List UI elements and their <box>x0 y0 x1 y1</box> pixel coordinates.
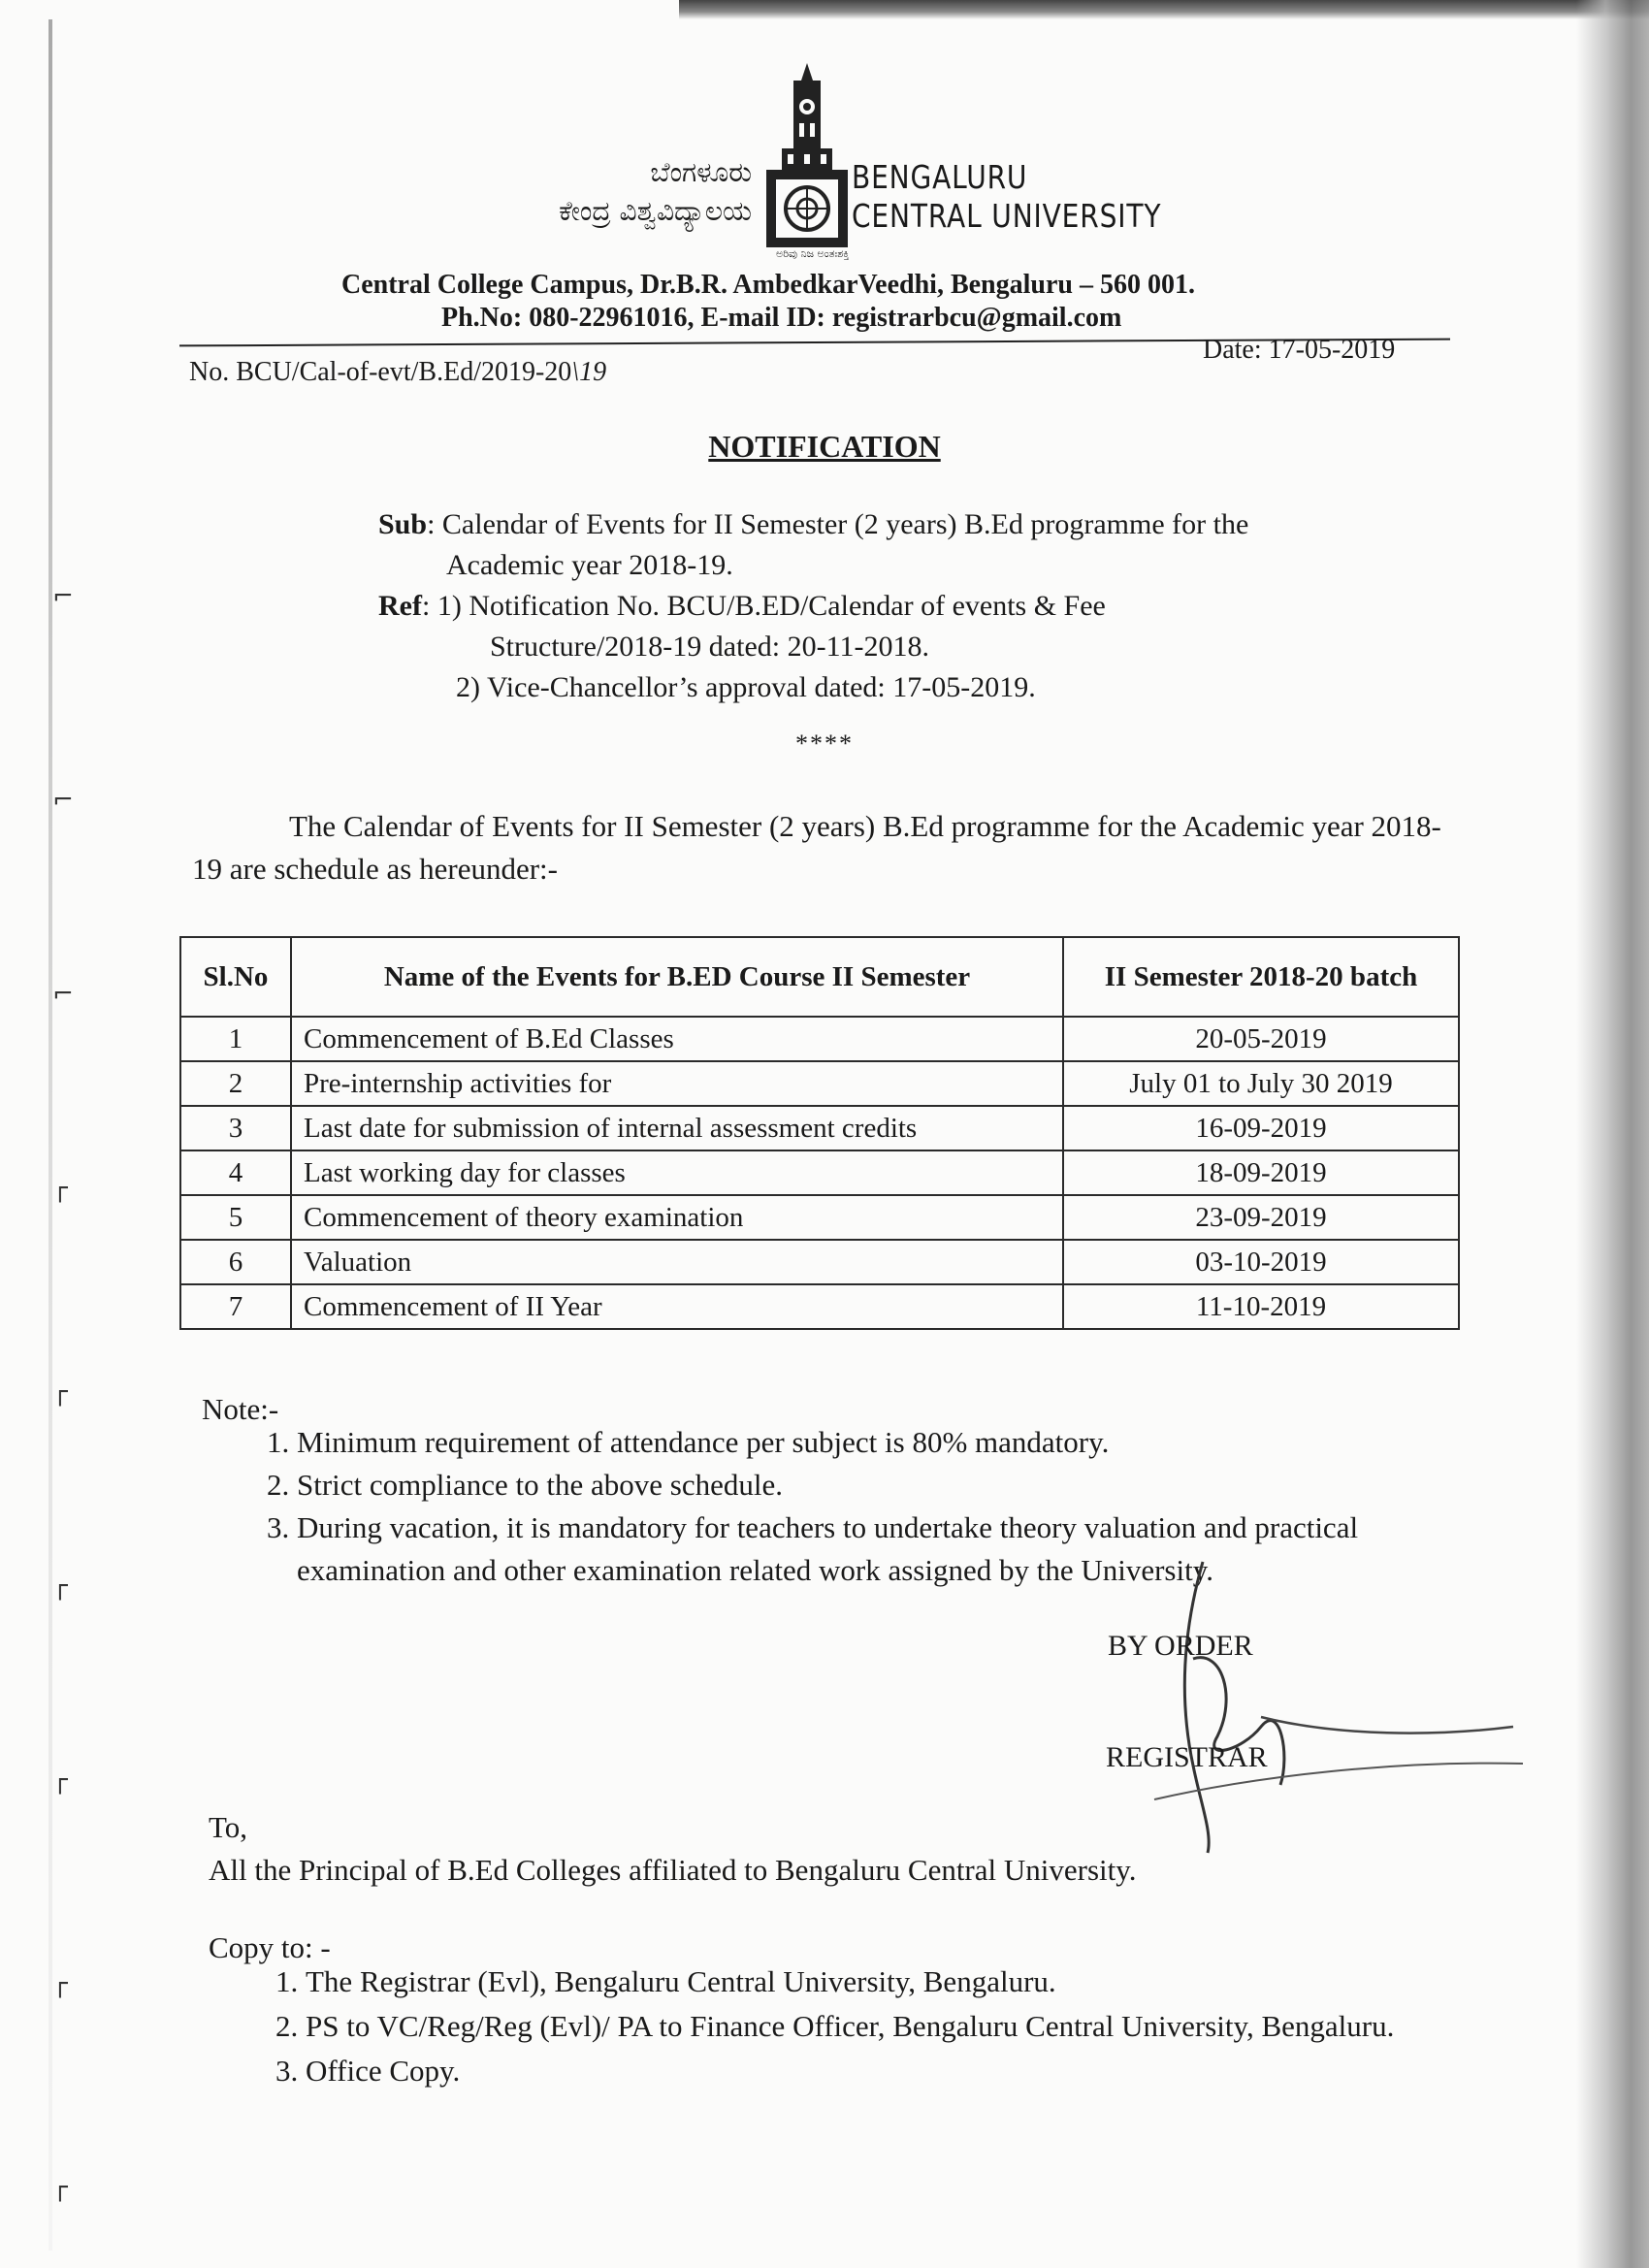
row-event: Valuation <box>291 1240 1063 1284</box>
notification-date: Date: 17-05-2019 <box>1203 335 1396 365</box>
subject-text-1: Calendar of Events for II Semester (2 years) B.Ed programme for the <box>441 508 1249 540</box>
copy-item: 2. PS to VC/Reg/Reg (Evl)/ PA to Finance Officer, Bengaluru Central University, Bengaluru. <box>306 2004 1470 2049</box>
letterhead <box>0 53 1649 286</box>
row-date: 11-10-2019 <box>1063 1284 1459 1329</box>
note-heading: Note:- <box>202 1392 279 1426</box>
table-row <box>180 1240 1459 1284</box>
subject-text-2: Academic year 2018-19. <box>446 549 733 581</box>
university-contact: Ph.No: 080-22961016, E-mail ID: registrarbcu@gmail.com <box>441 303 1122 333</box>
row-date: 23-09-2019 <box>1063 1195 1459 1240</box>
row-date: 16-09-2019 <box>1063 1106 1459 1150</box>
reference-item-1b: Structure/2018-19 dated: 20-11-2018. <box>490 631 929 663</box>
copy-item: 3. Office Copy. <box>306 2049 1470 2093</box>
university-name-english-line1: BENGALURU <box>852 158 1028 196</box>
row-date: 20-05-2019 <box>1063 1017 1459 1061</box>
by-order-label: BY ORDER <box>1108 1630 1253 1662</box>
university-name-english-line2: CENTRAL UNIVERSITY <box>852 197 1162 235</box>
university-name-kannada-line1: ಬೆಂಗಳೂರು <box>650 156 752 188</box>
punch-mark: ┌ <box>52 2173 68 2202</box>
row-date: July 01 to July 30 2019 <box>1063 1061 1459 1106</box>
reference-number-text: No. BCU/Cal-of-evt/B.Ed/2019-20 <box>189 357 572 387</box>
column-header-event: Name of the Events for B.ED Course II Semester <box>291 937 1063 1017</box>
subject-and-reference <box>378 504 1426 708</box>
university-emblem-logo <box>759 63 856 267</box>
subject-label: Sub <box>378 508 428 540</box>
table-header-row <box>180 937 1459 1017</box>
punch-mark: ┌ <box>52 1571 68 1601</box>
table-row <box>180 1195 1459 1240</box>
intro-paragraph: The Calendar of Events for II Semester (2 years) B.Ed programme for the Academic year 2018-19 are schedule as hereunder:- <box>192 809 1441 886</box>
to-text: All the Principal of B.Ed Colleges affiliated to Bengaluru Central University. <box>209 1853 1137 1887</box>
row-date: 18-09-2019 <box>1063 1150 1459 1195</box>
copy-to-list <box>257 1960 1470 2093</box>
table-row <box>180 1106 1459 1150</box>
note-item: 3. During vacation, it is mandatory for teachers to undertake theory valuation and practical examination and other examination related work assigned by the University. <box>297 1507 1509 1592</box>
punch-mark: ⌐ <box>52 582 74 611</box>
row-slno: 7 <box>180 1284 291 1329</box>
row-slno: 6 <box>180 1240 291 1284</box>
to-label: To, <box>209 1810 248 1844</box>
reference-item-2: 2) Vice-Chancellor’s approval dated: 17-05-2019. <box>456 671 1036 703</box>
punch-mark: ┌ <box>52 1969 68 1998</box>
subject-line: Sub: Calendar of Events for II Semester (2 years) B.Ed programme for the <box>378 508 1249 540</box>
row-event: Pre-internship activities for <box>291 1061 1063 1106</box>
row-slno: 1 <box>180 1017 291 1061</box>
university-address: Central College Campus, Dr.B.R. AmbedkarVeedhi, Bengaluru – 560 001. <box>341 270 1195 300</box>
row-event: Commencement of II Year <box>291 1284 1063 1329</box>
table-row <box>180 1017 1459 1061</box>
scan-shadow-right <box>1576 0 1649 2268</box>
table-row <box>180 1061 1459 1106</box>
scan-edge-left <box>48 19 52 2251</box>
row-event: Commencement of B.Ed Classes <box>291 1017 1063 1061</box>
reference-number-handwritten: \19 <box>571 357 607 387</box>
separator: **** <box>795 729 854 758</box>
row-event: Commencement of theory examination <box>291 1195 1063 1240</box>
row-event: Last working day for classes <box>291 1150 1063 1195</box>
university-motto: ಅರಿವು ನಿಜ ಅಂತಃಶಕ್ತಿ <box>776 247 850 260</box>
column-header-batch: II Semester 2018-20 batch <box>1063 937 1459 1017</box>
row-event: Last date for submission of internal assessment credits <box>291 1106 1063 1150</box>
note-item: 2. Strict compliance to the above schedule. <box>297 1464 1509 1507</box>
table-row <box>180 1150 1459 1195</box>
punch-mark: ┌ <box>52 1174 68 1203</box>
punch-mark: ┌ <box>52 1766 68 1795</box>
copy-item: 1. The Registrar (Evl), Bengaluru Central University, Bengaluru. <box>306 1960 1470 2004</box>
university-name-kannada-line2: ಕೇಂದ್ರ ವಿಶ್ವವಿದ್ಯಾಲಯ <box>559 195 752 227</box>
row-date: 03-10-2019 <box>1063 1240 1459 1284</box>
punch-mark: ┌ <box>52 1377 68 1407</box>
document-title: NOTIFICATION <box>708 429 941 464</box>
row-slno: 2 <box>180 1061 291 1106</box>
events-table <box>179 936 1460 1330</box>
reference-label: Ref <box>378 590 422 622</box>
registrar-label: REGISTRAR <box>1106 1741 1268 1773</box>
reference-number <box>189 357 606 388</box>
recipient-block <box>209 1806 1470 1892</box>
reference-item-1a: 1) Notification No. BCU/B.ED/Calendar of events & Fee <box>436 590 1106 622</box>
column-header-slno: Sl.No <box>180 937 291 1017</box>
note-item: 1. Minimum requirement of attendance per subject is 80% mandatory. <box>297 1421 1509 1464</box>
copy-to-heading: Copy to: - <box>209 1930 331 1964</box>
row-slno: 3 <box>180 1106 291 1150</box>
reference-line: Ref: 1) Notification No. BCU/B.ED/Calendar of events & Fee <box>378 590 1106 622</box>
punch-mark: ⌐ <box>52 786 74 815</box>
row-slno: 5 <box>180 1195 291 1240</box>
punch-mark: ⌐ <box>52 980 74 1009</box>
row-slno: 4 <box>180 1150 291 1195</box>
scan-shadow-top <box>679 0 1649 19</box>
table-row <box>180 1284 1459 1329</box>
